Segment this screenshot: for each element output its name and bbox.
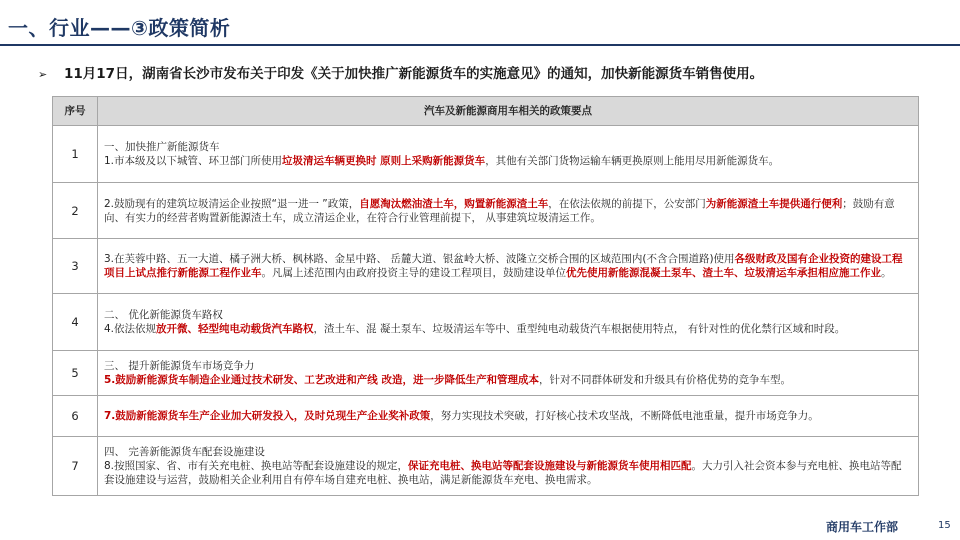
policy-text: 。凡属上述范围内由政府投资主导的建设工程项目，鼓励建设单位 (261, 267, 566, 279)
row-index: 4 (53, 294, 98, 351)
highlighted-policy-text: 放开微、轻型纯电动载货汽车路权 (156, 323, 314, 335)
policy-line (104, 445, 912, 459)
row-index: 7 (53, 437, 98, 496)
policy-text: ，针对不同群体研发和升级具有价格优势的竞争车型。 (538, 374, 791, 386)
row-index: 2 (53, 183, 98, 239)
policy-point (98, 437, 919, 496)
policy-point (98, 239, 919, 294)
summary-text: 11月17日，湖南省长沙市发布关于印发《关于加快推广新能源货车的实施意见》的通知，加快新能源货车销售使用。 (64, 66, 764, 82)
title-divider (0, 44, 960, 46)
policy-line (104, 359, 912, 373)
policy-text: ，渣土车、混 凝土泵车、垃圾清运车等中、重型纯电动载货汽车根据使用特点， 有针对性的优化禁行区域和时段。 (313, 323, 846, 335)
table-row (53, 183, 919, 239)
policy-line (104, 322, 912, 336)
policy-text: 二、 优化新能源货车路权 (104, 309, 223, 321)
row-index: 6 (53, 396, 98, 437)
row-index: 1 (53, 126, 98, 183)
policy-table (52, 96, 919, 496)
table-row (53, 126, 919, 183)
header-index: 序号 (53, 97, 98, 126)
policy-text: ，其他有关部门货物运输车辆更换原则上能用尽用新能源货车。 (485, 155, 780, 167)
policy-line (104, 308, 912, 322)
policy-text: 一、加快推广新能源货车 (104, 141, 220, 153)
table-row (53, 351, 919, 396)
policy-text: 3.在芙蓉中路、五一大道、橘子洲大桥、枫林路、金星中路、 岳麓大道、银盆岭大桥、波隆立交桥合围的区域范围内(不含合围道路)使用 (104, 253, 735, 265)
policy-line (104, 373, 912, 387)
policy-text: ；鼓励有意向、有实力的经营者购置新能源渣土车，成立清运企业，在符合行业管理前提下， 从事建筑垃圾清运工作。 (104, 197, 895, 224)
policy-text: 8.按照国家、省、市有关充电桩、换电站等配套设施建设的规定， (104, 460, 409, 472)
policy-line (104, 154, 912, 168)
policy-text: 4.依法依规 (104, 323, 157, 335)
summary-bullet (38, 62, 938, 82)
department-label: 商用车工作部 (826, 520, 899, 534)
highlighted-policy-text: 各级财政及国有企业投资的建设工程项目上试点推行新能源工程作业车 (104, 253, 903, 279)
highlighted-policy-text: 7.鼓励新能源货车生产企业加大研发投入，及时兑现生产企业奖补政策 (104, 410, 431, 422)
policy-text: 。大力引入社会资本参与充电桩、换电站等配套设施建设与运营，鼓励相关企业利用自有停车场自建充电桩、换电站，满足新能源货车充电、换电需求。 (104, 460, 902, 486)
row-index: 3 (53, 239, 98, 294)
policy-point (98, 351, 919, 396)
policy-line (104, 409, 912, 423)
highlighted-policy-text: 保证充电桩、换电站等配套设施建设与新能源货车使用相匹配 (408, 460, 692, 472)
header-policy-points: 汽车及新能源商用车相关的政策要点 (98, 97, 919, 126)
policy-point (98, 183, 919, 239)
highlighted-policy-text: 5.鼓励新能源货车制造企业通过技术研发、工艺改进和产线 改造，进一步降低生产和管理成本 (104, 374, 539, 386)
policy-line (104, 140, 912, 154)
highlighted-policy-text: 为新能源渣土车提供通行便利 (705, 197, 843, 210)
policy-text: 四、 完善新能源货车配套设施建设 (104, 446, 265, 458)
arrow-bullet-icon: ➢ (38, 68, 48, 81)
table-row (53, 239, 919, 294)
page-number: 15 (938, 520, 951, 531)
policy-text: ，努力实现技术突破，打好核心技术攻坚战，不断降低电池重量，提升市场竞争力。 (430, 410, 819, 422)
policy-line (104, 252, 912, 280)
policy-point (98, 126, 919, 183)
table-row (53, 294, 919, 351)
policy-text: 2.鼓励现有的建筑垃圾清运企业按照“退一进一 ”政策， (104, 197, 360, 210)
table-header-row (53, 97, 919, 126)
highlighted-policy-text: 优先使用新能源混凝土泵车、渣土车、垃圾清运车承担相应施工作业 (566, 267, 881, 279)
policy-text: ，在依法依规的前提下，公安部门 (548, 197, 706, 210)
policy-table-body (53, 126, 919, 496)
policy-point (98, 294, 919, 351)
policy-text: 。 (881, 267, 892, 279)
table-row (53, 437, 919, 496)
policy-line (104, 197, 912, 225)
table-row (53, 396, 919, 437)
policy-text: 1.市本级及以下城管、环卫部门所使用 (104, 155, 283, 167)
highlighted-policy-text: 垃圾清运车辆更换时 原则上采购新能源货车 (282, 155, 486, 167)
highlighted-policy-text: 自愿淘汰燃油渣土车，购置新能源渣土车 (359, 197, 549, 210)
policy-point (98, 396, 919, 437)
policy-text: 三、 提升新能源货车市场竞争力 (104, 360, 255, 372)
page-title: 一、行业——③政策简析 (8, 16, 231, 40)
row-index: 5 (53, 351, 98, 396)
policy-line (104, 459, 912, 487)
